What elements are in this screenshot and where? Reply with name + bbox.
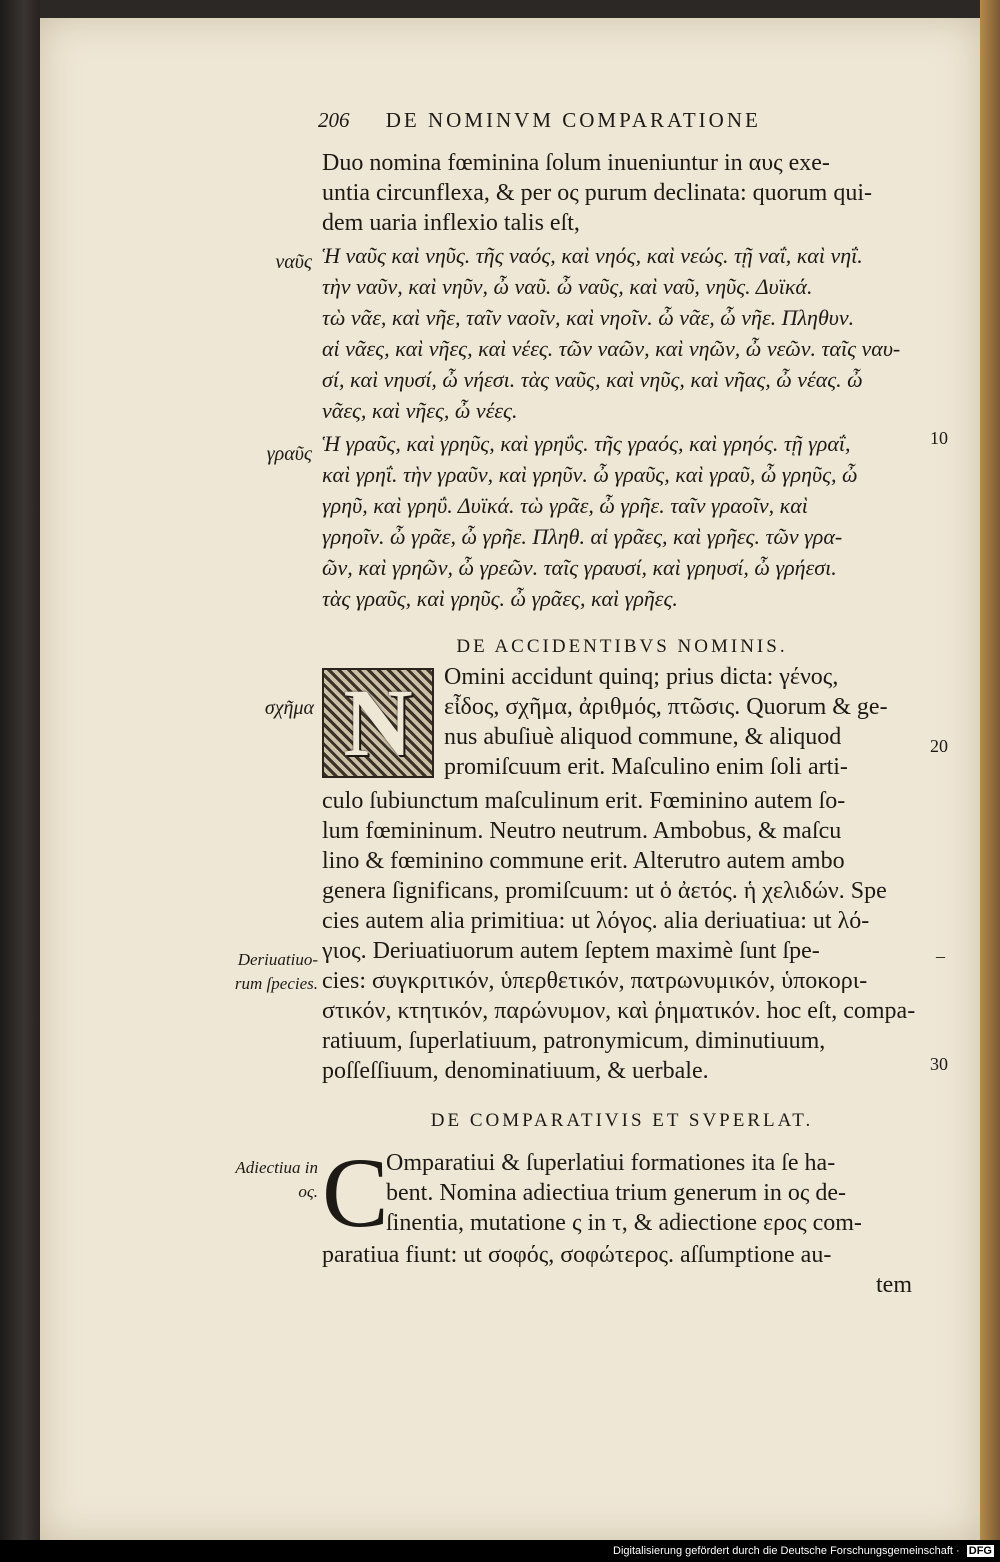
accidentibus-indented: [444, 662, 924, 782]
book-spine: [0, 0, 40, 1540]
text-line: Omparatiui & ſuperlatiui formationes ita ſe ha-: [386, 1150, 836, 1176]
decorated-initial-n: [322, 668, 434, 778]
initial-letter: N: [343, 669, 413, 776]
footer-text: Digitalisierung gefördert durch die Deutsche Forschungsgemeinschaft ·: [613, 1545, 960, 1557]
text-line: promiſcuum erit. Maſculino enim ſoli arti-: [444, 754, 848, 780]
text-line: τὰς γραῦς, καὶ γρηῦς. ὦ γρᾶες, καὶ γρῆες.: [322, 586, 678, 611]
page-number: 206: [318, 108, 350, 132]
text-line: cies autem alia primitiua: ut λόγος. alia deriuatiua: ut λό-: [322, 908, 870, 934]
declension-naus: [322, 240, 922, 426]
text-line: culo ſubiunctum maſculinum erit. Fœminino autem ſo-: [322, 788, 846, 814]
text-line: lum fœmininum. Neutro neutrum. Ambobus, & maſcu: [322, 818, 842, 844]
catchword: tem: [876, 1272, 912, 1298]
margin-note-adiectiua: [196, 1156, 318, 1204]
text-line: νᾶες, καὶ νῆες, ὦ νέες.: [322, 398, 518, 423]
running-header: [318, 108, 838, 133]
accidentibus-paragraph: [322, 786, 922, 1086]
text-line: untia circunflexa, & per ος purum declinata: quorum qui-: [322, 180, 872, 206]
text-line: Ἡ γραῦς, καὶ γρηῦς, καὶ γρηΰς. τῆς γραός, καὶ γρηός. τῇ γραΐ,: [322, 431, 851, 456]
section-heading-comparatiuis: DE COMPARATIVIS ET SVPERLAT.: [430, 1110, 814, 1131]
running-title: DE NOMINVM COMPARATIONE: [385, 108, 761, 132]
text-line: genera ſignificans, promiſcuum: ut ὁ ἀετός. ἡ χελιδών. Spe: [322, 878, 887, 904]
text-line: τὼ νᾶε, καὶ νῆε, ταῖν ναοῖν, καὶ νηοῖν. ὦ νᾶε, ὦ νῆε. Πληθυν.: [322, 305, 855, 330]
text-line: ſinentia, mutatione ς in τ, & adiectione ερος com-: [386, 1210, 862, 1236]
margin-note-schema: σχῆμα: [264, 697, 314, 719]
text-line: ῶν, καὶ γρηῶν, ὦ γρεῶν. ταῖς γραυσί, καὶ γρηυσί, ὦ γρήεσι.: [322, 555, 837, 580]
margin-line: Deriuatiuo-: [237, 950, 318, 969]
margin-note-naus: ναῦς: [275, 251, 312, 273]
text-line: εἶδος, σχῆμα, ἀριθμός, πτῶσις. Quorum & ge-: [444, 694, 888, 720]
initial-c: C: [322, 1137, 389, 1248]
text-line: γιος. Deriuatiuorum autem ſeptem maximè ſunt ſpe-: [322, 938, 820, 964]
text-line: Ἡ ναῦς καὶ νηῦς. τῆς ναός, καὶ νηός, καὶ νεώς. τῇ ναΐ, καὶ νηΐ.: [322, 243, 863, 268]
text-line: cies: συγκριτικόν, ὑπερθετικόν, πατρωνυμικόν, ὑποκορι-: [322, 968, 868, 994]
text-line: lino & fœminino commune erit. Alterutro autem ambo: [322, 848, 845, 874]
margin-line: rum ſpecies.: [234, 974, 318, 993]
text-line: γρηοῖν. ὦ γρᾶε, ὦ γρῆε. Πληθ. αἱ γρᾶες, καὶ γρῆες. τῶν γρα-: [322, 524, 843, 549]
text-line: Duo nomina fœminina ſolum inueniuntur in αυς exe-: [322, 150, 830, 176]
text-line: στικόν, κτητικόν, παρώνυμον, καὶ ῥηματικόν. hoc eſt, compa-: [322, 998, 916, 1024]
page-edge: [980, 0, 1000, 1540]
line-number-20: 20: [930, 736, 948, 756]
intro-paragraph: [322, 148, 922, 238]
text-line: γρηῦ, καὶ γρηΰ. Δυϊκά. τὼ γρᾶε, ὦ γρῆε. ταῖν γραοῖν, καὶ: [322, 493, 808, 518]
line-number-10: 10: [930, 428, 948, 448]
text-line: ratiuum, ſuperlatiuum, patronymicum, diminutiuum,: [322, 1028, 826, 1054]
text-line: σί, καὶ νηυσί, ὦ νήεσι. τὰς ναῦς, καὶ νηῦς, καὶ νῆας, ὦ νέας. ὦ: [322, 367, 863, 392]
line-number-30: 30: [930, 1054, 948, 1074]
text-line: αἱ νᾶες, καὶ νῆες, καὶ νέες. τῶν ναῶν, καὶ νηῶν, ὦ νεῶν. ταῖς ναυ-: [322, 336, 901, 361]
dfg-logo: DFG: [968, 1545, 992, 1557]
line-mark-dash: –: [936, 946, 945, 966]
text-line: dem uaria inflexio talis eſt,: [322, 210, 580, 236]
declension-graus: [322, 428, 922, 614]
text-line: paratiua fiunt: ut σοφός, σοφώτερος. aſſumptione au-: [322, 1242, 832, 1268]
text-line: τὴν ναῦν, καὶ νηῦν, ὦ ναῦ. ὦ ναῦς, καὶ ναῦ, νηῦς. Δυϊκά.: [322, 274, 813, 299]
text-line: καὶ γρηΐ. τὴν γραῦν, καὶ γρηῦν. ὦ γραῦς, καὶ γραῦ, ὦ γρηῦς, ὦ: [322, 462, 858, 487]
text-line: bent. Nomina adiectiua trium generum in ος de-: [386, 1180, 847, 1206]
text-line: Omini accidunt quinq; prius dicta: γένος,: [444, 664, 839, 690]
comparatiuis-indented: [386, 1148, 926, 1238]
digitization-footer: [0, 1540, 1000, 1562]
text-line: nus abuſiuè aliquod commune, & aliquod: [444, 724, 842, 750]
text-line: poſſeſſiuum, denominatiuum, & uerbale.: [322, 1058, 709, 1084]
margin-line: ος.: [298, 1182, 318, 1201]
margin-note-deriuatiuorum: [196, 948, 318, 996]
section-heading-accidentibus: DE ACCIDENTIBVS NOMINIS.: [456, 636, 788, 657]
comparatiuis-paragraph: [322, 1240, 922, 1270]
margin-note-graus: γραῦς: [266, 443, 312, 465]
margin-line: Adiectiua in: [235, 1158, 318, 1177]
